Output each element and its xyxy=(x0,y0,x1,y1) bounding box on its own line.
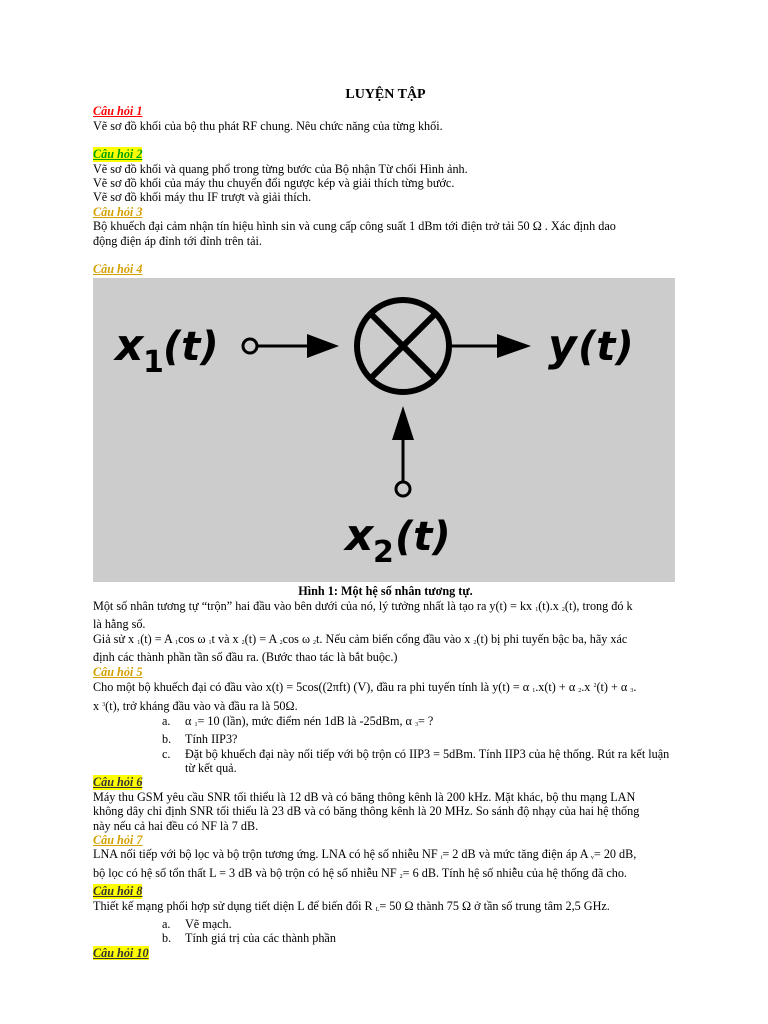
figure-caption: Hình 1: Một hệ số nhân tương tự. xyxy=(298,584,473,599)
question-6-line-3: này nếu cả hai đều có NF là 7 dB. xyxy=(93,818,259,833)
output-y-symbol: y xyxy=(548,320,577,372)
question-4-line-4: định các thành phần tần số đầu ra. (Bước thao tác là bắt buộc.) xyxy=(93,650,398,665)
question-8-label: Câu hỏi 8 xyxy=(93,884,143,899)
question-2-line-2: Vẽ sơ đồ khối của máy thu chuyển đổi ngược kép và giải thích từng bước. xyxy=(93,176,455,191)
question-3-line-1: Bộ khuếch đại cảm nhận tín hiệu hình sin và cung cấp công suất 1 dBm tới điện trở tải 50 Ω . Xác định dao xyxy=(93,219,616,234)
input-x1-arrow xyxy=(307,334,339,358)
question-3-line-2: động điện áp đỉnh tới đỉnh trên tải. xyxy=(93,233,262,248)
question-5-label: Câu hỏi 5 xyxy=(93,664,143,679)
input-x2-subscript: 2 xyxy=(373,535,394,571)
question-7-label: Câu hỏi 7 xyxy=(93,832,143,847)
question-2-line-1: Vẽ sơ đồ khối và quang phổ trong từng bước của Bộ nhận Từ chối Hình ảnh. xyxy=(93,161,468,176)
mixer-diagram xyxy=(93,278,675,582)
question-2-line-3: Vẽ sơ đồ khối máy thu IF trượt và giải thích. xyxy=(93,190,312,205)
question-4-line-1: Một số nhân tương tự “trộn” hai đầu vào bên dưới của nó, lý tưởng nhất là tạo ra y(t) = kx $_1$(t).x $_2$(t), trong đó k xyxy=(93,598,633,613)
question-4-label: Câu hỏi 4 xyxy=(93,262,143,277)
output-arrow xyxy=(497,334,531,358)
question-7-line-1: LNA nối tiếp với bộ lọc và bộ trộn tương ứng. LNA có hệ số nhiễu NF $_i$= 2 dB và mức tăng điện áp A $_v$= 20 dB, xyxy=(93,847,637,862)
input-x1-symbol: x xyxy=(115,320,144,372)
question-5-line-1: Cho một bộ khuếch đại có đầu vào x(t) = 5cos((2πft) (V), đầu ra phi tuyến tính là y(t) = α $_1$.x(t) + α $_2$.x $^2$(t) + α $_3$. xyxy=(93,679,637,694)
input-x1-subscript: 1 xyxy=(143,345,164,381)
question-6-label: Câu hỏi 6 xyxy=(93,775,143,790)
question-1-line-1: Vẽ sơ đồ khối của bộ thu phát RF chung. Nêu chức năng của từng khối. xyxy=(93,118,443,133)
question-5-item-c: c. Đặt bộ khuếch đại này nối tiếp với bộ trộn có IIP3 = 5dBm. Tính IIP3 của hệ thống. Rút ra kết luận từ kết quả. xyxy=(162,746,670,775)
question-2-label: Câu hỏi 2 xyxy=(93,147,143,162)
input-x2-arrow xyxy=(392,406,414,440)
mixer-diagram-svg xyxy=(93,278,675,582)
input-x1-argument: (t) xyxy=(163,324,219,371)
question-8-item-b: b. Tính giá trị của các thành phần xyxy=(162,931,336,946)
question-4-line-2: là hằng số. xyxy=(93,617,146,632)
question-4-line-3: Giả sử x $_1$(t) = A $_1$cos ω $_1$t và x $_2$(t) = A $_2$cos ω $_2$t. Nếu cảm biến cổng đầu vào x $_2$(t) bị phi tuyến bậc ba, hãy xác xyxy=(93,631,628,646)
document-page xyxy=(93,84,678,960)
input-x2-symbol: x xyxy=(345,510,374,562)
input-x2-argument: (t) xyxy=(395,514,451,561)
question-6-line-2: không dây chỉ định SNR tối thiểu là 23 dB và có băng thông kênh là 20 MHz. So sánh độ nhạy của hai hệ thống xyxy=(93,804,640,819)
question-5-item-a: a. α $_1$= 10 (lần), mức điểm nén 1dB là -25dBm, α $_3$= ? xyxy=(162,713,434,728)
question-5-line-2: x $^3$(t), trở kháng đầu vào và đầu ra là 50Ω. xyxy=(93,699,298,714)
question-3-label: Câu hỏi 3 xyxy=(93,204,143,219)
question-7-line-2: bộ lọc có hệ số tổn thất L = 3 dB và bộ trộn có hệ số nhiễu NF $_2$= 6 dB. Tính hệ số nhiễu của hệ thống đã cho. xyxy=(93,865,627,880)
input-x1-terminal xyxy=(243,339,257,353)
question-8-line-1: Thiết kế mạng phối hợp sử dụng tiết diện L để biến đổi R $_L$= 50 Ω thành 75 Ω ở tần số trung tâm 2,5 GHz. xyxy=(93,898,610,913)
question-10-label: Câu hỏi 10 xyxy=(93,945,149,960)
question-1-label: Câu hỏi 1 xyxy=(93,104,143,119)
output-y-argument: (t) xyxy=(578,324,634,371)
question-6-line-1: Máy thu GSM yêu cầu SNR tối thiểu là 12 dB và có băng thông kênh là 200 kHz. Mặt khác, bộ thu mạng LAN xyxy=(93,789,636,804)
page-title: LUYỆN TẬP xyxy=(345,87,426,102)
input-x2-terminal xyxy=(396,482,410,496)
question-8-item-a: a. Vẽ mạch. xyxy=(162,917,232,931)
question-5-item-b: b. Tính IIP3? xyxy=(162,732,238,747)
